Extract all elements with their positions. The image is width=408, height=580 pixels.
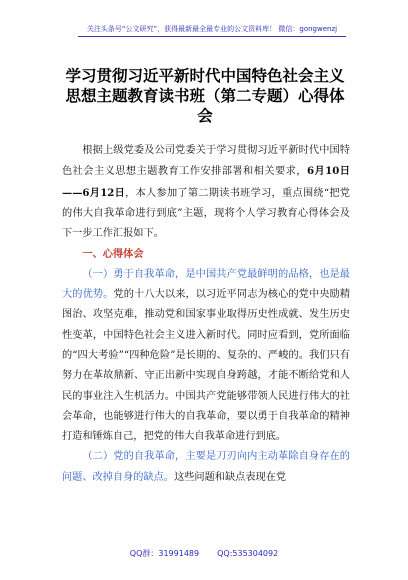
document-body (62, 141, 350, 488)
banner-text: 关注头条号“公文研究”，获得最新最全最专业的公文资料库！ 微信：gongwenzj (86, 25, 338, 33)
paragraph-2 (62, 447, 350, 488)
paragraph-1-lead: （一）勇于自我革命，是中国共产党最鲜明的品格，也是最大的优势。 (62, 268, 350, 301)
paragraph-1 (62, 265, 350, 448)
footer-qq: QQ:535304092 (217, 549, 279, 558)
page-footer (0, 548, 408, 559)
intro-paragraph (62, 141, 350, 244)
document-title: 学习贯彻习近平新时代中国特色社会主义思想主题教育读书班（第二专题）心得体会 (65, 66, 345, 125)
paragraph-1-body: 党的十八大以来，以习近平同志为核心的党中央励精图治、攻坚克难，推动党和国家事业取得历史性成就、发生历史性变革，中国特色社会主义进入新时代。同时应看到，党所面临的“四大考验”“四种危险”是长期的、复杂的、严峻的。我们只有努力在革故鼎新、守正出新中实现自身跨越，才能不断给党和人民的事业注入生机活力。中国共产党能够带领人民进行伟大的社会革命，也能够进行伟大的自我革命，要以勇于自我革命的精神打造和锤炼自己，把党的伟大自我革命进行到底。 (62, 289, 351, 443)
paragraph-2-body: 这些问题和缺点表现在党 (174, 471, 287, 483)
intro-date: 6月10日——6月12日 (62, 165, 350, 199)
section-heading: 一、心得体会 (82, 248, 144, 261)
intro-text-b: ，本人参加了第二期读书班学习，重点围绕“把党的伟大自我革命进行到底”主题，现将个人学习教育心得体会及下一步工作汇报如下。 (62, 187, 350, 240)
footer-qq-group: QQ群：31991489 (129, 549, 200, 558)
intro-text-a: 根据上级党委及公司党委关于学习贯彻习近平新时代中国特色社会主义思想主题教育工作安排部署和相关要求， (62, 145, 350, 178)
header-banner (78, 22, 346, 37)
paragraph-2-lead: （二）党的自我革命，主要是刀刃向内主动革除自身存在的问题、改掉自身的缺点。 (62, 451, 350, 483)
